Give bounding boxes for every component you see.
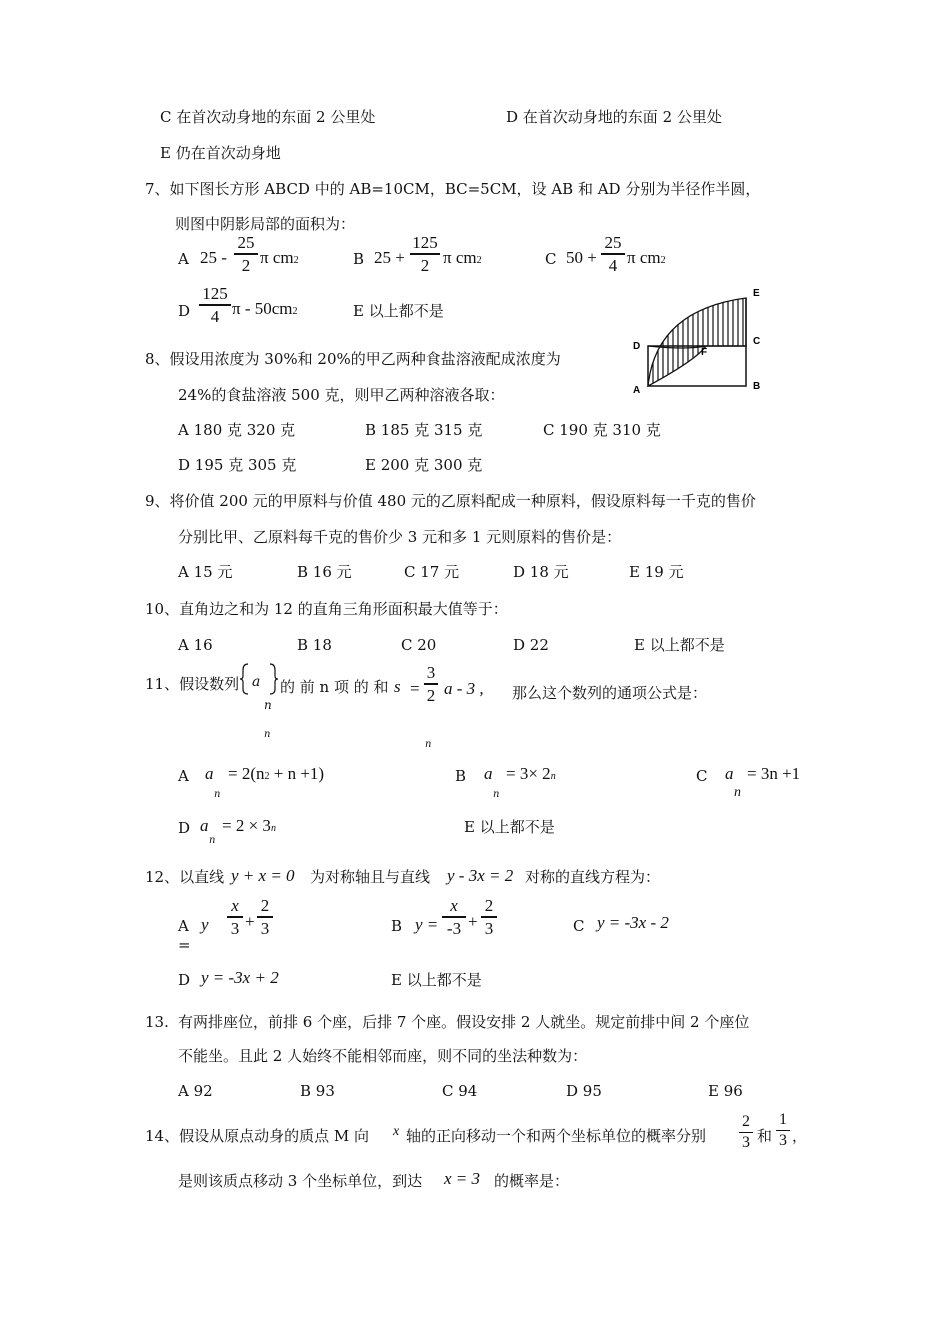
q11-option-d-lhs: a xyxy=(200,816,209,835)
q11-option-c-lhs: a xyxy=(725,764,734,783)
q10-option-a: A 16 xyxy=(178,636,213,654)
q11-option-b-label: B xyxy=(455,767,467,785)
q14-x: x xyxy=(393,1124,400,1139)
q8-option-c: C 190 克 310 克 xyxy=(543,421,661,439)
q7-figure xyxy=(626,280,776,398)
q12-eq1: y + x = 0 xyxy=(231,866,295,885)
q6-option-d: D 在首次动身地的东面 2 公里处 xyxy=(506,108,722,126)
q14-fraction2: 1 3 xyxy=(776,1112,790,1149)
q14-line2: 是则该质点移动 3 个坐标单位，到达 xyxy=(178,1172,423,1190)
q12-option-c-label: C xyxy=(573,917,585,935)
q14-comma: ， xyxy=(792,1127,808,1145)
q7-option-a-den: 2 xyxy=(241,256,251,275)
q13-option-e: E 96 xyxy=(708,1082,743,1100)
q12-option-a-fraction2: 2 3 xyxy=(257,897,273,937)
q7-option-a-label: A xyxy=(178,250,189,268)
q12-option-d-eq: y = -3x + 2 xyxy=(201,968,279,987)
q7-option-b-den: 2 xyxy=(420,256,430,275)
q7-option-b-label: B xyxy=(353,250,365,268)
q11-option-d-rhs: = 2 × 3n xyxy=(222,816,276,835)
q11-option-a-sub: n xyxy=(214,789,221,800)
q12-option-e: E 以上都不是 xyxy=(391,971,482,989)
q11-eq: = xyxy=(410,679,420,698)
q8-stem-line1: 8、假设用浓度为 30%和 20%的甲乙两种食盐溶液配成浓度为 xyxy=(145,350,561,368)
q12-option-a-y: y xyxy=(201,915,209,934)
q11-end: 那么这个数列的通项公式是： xyxy=(512,684,708,702)
q11-option-d-label: D xyxy=(178,819,191,837)
q11-lead: 11、假设数列 xyxy=(145,675,240,693)
q11-tail: a - 3 , xyxy=(444,679,484,698)
q7-option-c-tail: π cm2 xyxy=(627,248,666,267)
q9-option-b: B 16 元 xyxy=(297,563,352,581)
label-a: A xyxy=(633,385,641,396)
q7-option-d-den: 4 xyxy=(210,307,220,326)
q7-stem-line1: 7、如下图长方形 ABCD 中的 AB=10CM，BC=5CM，设 AB 和 AD 分别为半径作半圆， xyxy=(145,180,761,198)
q11-option-a-lhs: a xyxy=(205,764,214,783)
q11-option-a-rhs: = 2(n2 + n +1) xyxy=(228,764,325,783)
q10-option-e: E 以上都不是 xyxy=(634,636,725,654)
q10-option-c: C 20 xyxy=(401,636,437,654)
shaded-region xyxy=(648,298,746,386)
label-b: B xyxy=(753,381,761,392)
q11-n: n xyxy=(264,698,272,712)
q7-option-a-tail: π cm2 xyxy=(260,248,299,267)
q7-option-b-fraction xyxy=(410,234,440,274)
q8-option-b: B 185 克 315 克 xyxy=(365,421,483,439)
q12-option-b-label: B xyxy=(391,917,403,935)
q7-option-b-num: 125 xyxy=(412,233,438,252)
q7-option-d-num: 125 xyxy=(202,284,228,303)
q12-option-a-plus: + xyxy=(245,912,255,931)
q11-fraction xyxy=(424,664,438,704)
q14-lead: 14、假设从原点动身的质点 M 向 xyxy=(145,1127,369,1145)
q14-fraction1: 2 3 xyxy=(739,1114,753,1151)
q8-option-d: D 195 克 305 克 xyxy=(178,456,297,474)
q12-option-d-label: D xyxy=(178,971,191,989)
q9-option-a: A 15 元 xyxy=(178,563,233,581)
q11-option-b-rhs: = 3× 2n xyxy=(506,764,556,783)
q11-den: 2 xyxy=(426,686,436,705)
q13-option-c: C 94 xyxy=(442,1082,478,1100)
q12-mid: 为对称轴且与直线 xyxy=(310,868,431,886)
q8-option-a: A 180 克 320 克 xyxy=(178,421,296,439)
q12-option-b-plus: + xyxy=(468,912,478,931)
q7-option-a-fraction xyxy=(234,234,258,274)
q13-option-a: A 92 xyxy=(178,1082,213,1100)
q7-option-a-num: 25 xyxy=(237,233,255,252)
q6-option-c: C 在首次动身地的东面 2 公里处 xyxy=(160,108,376,126)
q7-option-d-tail: π - 50cm2 xyxy=(232,299,298,318)
q10-option-d: D 22 xyxy=(513,636,549,654)
q11-sub-n2: n xyxy=(425,739,432,750)
q11-option-c-rhs: = 3n +1 xyxy=(747,764,801,783)
q14-mid: 轴的正向移动一个和两个坐标单位的概率分别 xyxy=(406,1127,707,1145)
q13-option-d: D 95 xyxy=(566,1082,602,1100)
q12-end: 对称的直线方程为： xyxy=(525,868,661,886)
q10-stem: 10、直角边之和为 12 的直角三角形面积最大值等于： xyxy=(145,600,508,618)
q9-option-d: D 18 元 xyxy=(513,563,569,581)
q11-option-b-sub: n xyxy=(493,789,500,800)
q14-eq: x = 3 xyxy=(444,1169,481,1188)
q9-stem-line1: 9、将价值 200 元的甲原料与价值 480 元的乙原料配成一种原料，假设原料每一千克的售价 xyxy=(145,492,756,510)
q11-option-d-sub: n xyxy=(209,835,216,846)
q7-option-c-den: 4 xyxy=(608,256,618,275)
q9-option-c: C 17 元 xyxy=(404,563,460,581)
q12-option-a-fraction1: x 3 xyxy=(227,897,243,937)
q13-stem-line2: 不能坐。且此 2 人始终不能相邻而座，则不同的坐法种数为： xyxy=(178,1047,588,1065)
q12-lead: 12、以直线 xyxy=(145,868,225,886)
q11-option-c-sub: n xyxy=(734,785,741,800)
q11-s: s xyxy=(394,677,401,696)
q10-option-b: B 18 xyxy=(297,636,332,654)
q7-option-a-lead: 25 - xyxy=(200,248,227,267)
q12-option-c-eq: y = -3x - 2 xyxy=(597,913,669,932)
q11-option-b-lhs: a xyxy=(484,764,493,783)
q7-option-c-num: 25 xyxy=(604,233,622,252)
q7-option-c-fraction xyxy=(601,234,625,274)
q12-option-a-label: A xyxy=(178,917,189,935)
q7-option-b-tail: π cm2 xyxy=(443,248,482,267)
q12-option-a-eq: = xyxy=(178,936,191,954)
q8-stem-line2: 24%的食盐溶液 500 克，则甲乙两种溶液各取： xyxy=(178,386,505,404)
label-d: D xyxy=(633,341,641,352)
q11-mid: 的 前 n 项 的 和 xyxy=(280,678,389,696)
q11-sub-n: n xyxy=(264,729,271,740)
q9-stem-line2: 分别比甲、乙原料每千克的售价少 3 元和多 1 元则原料的售价是： xyxy=(178,528,622,546)
q12-eq2: y - 3x = 2 xyxy=(447,866,514,885)
q6-option-e: E 仍在首次动身地 xyxy=(160,144,281,162)
q14-end: 的概率是： xyxy=(494,1172,570,1190)
q11-a: a xyxy=(252,674,261,690)
q7-stem-line2: 则图中阴影局部的面积为： xyxy=(175,215,356,233)
label-c: C xyxy=(753,336,761,347)
q14-and: 和 xyxy=(757,1127,773,1145)
q7-option-d-label: D xyxy=(178,302,191,320)
q13-number: 13. xyxy=(145,1013,169,1031)
q7-option-e: E 以上都不是 xyxy=(353,302,444,320)
q12-option-b-fraction2: 2 3 xyxy=(481,897,497,937)
q7-option-b-lead: 25 + xyxy=(374,248,405,267)
q7-option-c-label: C xyxy=(545,250,557,268)
q11-option-a-label: A xyxy=(178,767,189,785)
q11-option-e: E 以上都不是 xyxy=(464,818,555,836)
q7-option-c-lead: 50 + xyxy=(566,248,597,267)
q11-num: 3 xyxy=(426,663,436,682)
q9-option-e: E 19 元 xyxy=(629,563,684,581)
label-f: F xyxy=(701,347,708,358)
q11-option-c-label: C xyxy=(696,767,708,785)
q13-option-b: B 93 xyxy=(300,1082,335,1100)
q8-option-e: E 200 克 300 克 xyxy=(365,456,483,474)
label-e: E xyxy=(753,288,760,299)
q7-option-d-fraction xyxy=(199,285,231,325)
q12-option-b-fraction1: x -3 xyxy=(442,897,466,937)
q13-stem-line1: 有两排座位，前排 6 个座，后排 7 个座。假设安排 2 人就坐。规定前排中间 2 个座位 xyxy=(178,1013,750,1031)
q12-option-b-y: y = xyxy=(415,915,439,934)
